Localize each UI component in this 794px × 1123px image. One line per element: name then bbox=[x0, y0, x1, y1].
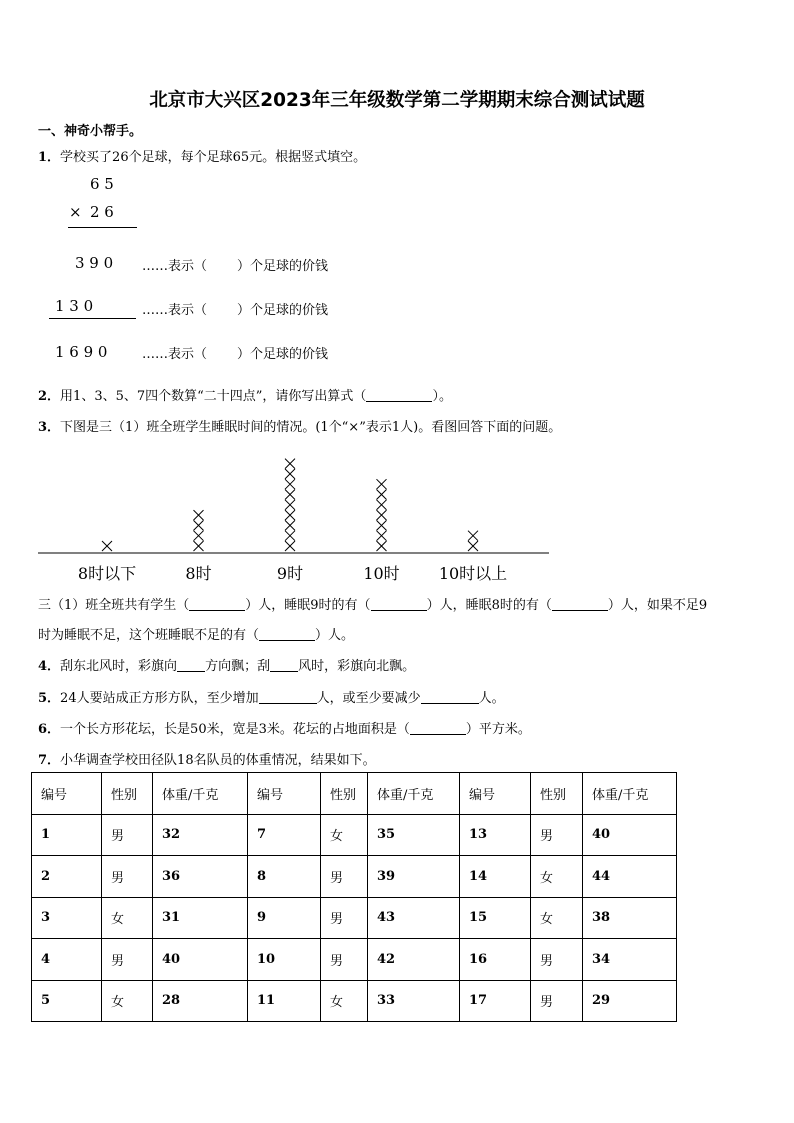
dot-mark bbox=[377, 531, 387, 541]
table-cell: 5 bbox=[32, 980, 102, 1022]
dot-mark bbox=[377, 510, 387, 520]
table-cell: 男 bbox=[321, 856, 368, 898]
dot-mark bbox=[285, 500, 295, 510]
answer-blank[interactable] bbox=[552, 598, 608, 611]
table-cell: 1 bbox=[32, 814, 102, 856]
answer-blank[interactable] bbox=[189, 598, 245, 611]
question-text: ）人，如果不足9 bbox=[607, 598, 708, 613]
partial-product-2-desc bbox=[142, 299, 328, 318]
answer-blank[interactable] bbox=[421, 691, 479, 704]
dot-mark bbox=[285, 459, 295, 469]
question-text: 一个长方形花坛，长是50米，宽是3米。花坛的占地面积是（ bbox=[60, 722, 410, 737]
question-2 bbox=[38, 385, 452, 404]
table-cell: 男 bbox=[531, 814, 583, 856]
question-5 bbox=[38, 687, 505, 706]
table-cell: 44 bbox=[583, 856, 677, 898]
answer-blank[interactable] bbox=[270, 659, 298, 672]
question-3-line-1 bbox=[38, 594, 707, 613]
category-label: 8时以下 bbox=[77, 564, 137, 583]
table-row bbox=[32, 856, 677, 898]
table-cell: 14 bbox=[460, 856, 531, 898]
dot-mark bbox=[102, 541, 112, 551]
dot-mark bbox=[468, 541, 478, 551]
question-text: 风时，彩旗向北飘。 bbox=[298, 659, 416, 674]
table-cell: 男 bbox=[531, 980, 583, 1022]
header-cell: 性别 bbox=[531, 773, 583, 815]
dot-mark bbox=[377, 520, 387, 530]
table-row bbox=[32, 980, 677, 1022]
table-cell: 42 bbox=[368, 939, 460, 981]
dot-mark bbox=[285, 469, 295, 479]
sleep-time-dot-plot bbox=[0, 430, 794, 590]
question-text: ）人，睡眠8时的有（ bbox=[426, 598, 552, 613]
question-text: 24人要站成正方形方队，至少增加 bbox=[60, 691, 259, 706]
dot-mark bbox=[194, 510, 204, 520]
question-text: ）。 bbox=[432, 389, 452, 404]
question-text: ）人，睡眠9时的有（ bbox=[245, 598, 371, 613]
dot-mark bbox=[285, 541, 295, 551]
dot-mark bbox=[285, 520, 295, 530]
table-cell: 38 bbox=[583, 897, 677, 939]
answer-blank[interactable] bbox=[410, 722, 466, 735]
table-cell: 10 bbox=[248, 939, 321, 981]
table-cell: 40 bbox=[583, 814, 677, 856]
multiplier-sign: × bbox=[69, 203, 82, 221]
table-cell: 16 bbox=[460, 939, 531, 981]
answer-blank[interactable] bbox=[259, 628, 315, 641]
table-cell: 9 bbox=[248, 897, 321, 939]
category-label: 10时 bbox=[363, 564, 400, 583]
table-cell: 34 bbox=[583, 939, 677, 981]
dot-mark bbox=[194, 541, 204, 551]
header-cell: 性别 bbox=[102, 773, 153, 815]
multiplicand: 6 5 bbox=[90, 175, 114, 193]
answer-blank[interactable] bbox=[366, 389, 432, 402]
table-cell: 男 bbox=[102, 939, 153, 981]
table-cell: 8 bbox=[248, 856, 321, 898]
desc-text: ）个足球的价钱 bbox=[237, 303, 329, 318]
dot-mark bbox=[285, 479, 295, 489]
question-text: 学校买了26个足球，每个足球65元。根据竖式填空。 bbox=[60, 150, 367, 165]
dot-mark bbox=[285, 490, 295, 500]
desc-text: ）个足球的价钱 bbox=[237, 347, 329, 362]
dot-mark bbox=[285, 510, 295, 520]
question-text: 小华调查学校田径队18名队员的体重情况，结果如下。 bbox=[60, 753, 376, 768]
table-cell: 男 bbox=[321, 939, 368, 981]
multiplier: 2 6 bbox=[90, 203, 114, 221]
table-cell: 29 bbox=[583, 980, 677, 1022]
question-text: 人，或至少要减少 bbox=[316, 691, 421, 706]
table-cell: 男 bbox=[321, 897, 368, 939]
question-4 bbox=[38, 655, 415, 674]
header-cell: 体重/千克 bbox=[153, 773, 248, 815]
team-weight-table bbox=[31, 772, 677, 1022]
multiplication-line bbox=[68, 227, 137, 228]
table-cell: 43 bbox=[368, 897, 460, 939]
question-text: 三（1）班全班共有学生（ bbox=[38, 598, 190, 613]
question-number: 1． bbox=[38, 150, 61, 165]
question-number: 4． bbox=[38, 659, 61, 674]
page-title: 北京市大兴区2023年三年级数学第二学期期末综合测试试题 bbox=[149, 90, 645, 111]
question-text: ）平方米。 bbox=[465, 722, 531, 737]
table-cell: 31 bbox=[153, 897, 248, 939]
table-cell: 女 bbox=[531, 856, 583, 898]
dot-mark bbox=[194, 520, 204, 530]
table-cell: 7 bbox=[248, 814, 321, 856]
dot-mark bbox=[468, 531, 478, 541]
desc-text: ）个足球的价钱 bbox=[237, 259, 329, 274]
table-row bbox=[32, 814, 677, 856]
question-number: 3． bbox=[38, 420, 61, 435]
category-label: 8时 bbox=[185, 564, 212, 583]
question-text: 用1、3、5、7四个数算“二十四点”，请你写出算式（ bbox=[60, 389, 367, 404]
question-text: ）人。 bbox=[315, 628, 355, 643]
product-total: 1 6 9 0 bbox=[55, 343, 108, 361]
table-row bbox=[32, 939, 677, 981]
answer-blank[interactable] bbox=[177, 659, 205, 672]
table-cell: 男 bbox=[102, 856, 153, 898]
table-cell: 男 bbox=[531, 939, 583, 981]
header-cell: 编号 bbox=[460, 773, 531, 815]
question-number: 7． bbox=[38, 753, 61, 768]
question-number: 2． bbox=[38, 389, 61, 404]
table-row bbox=[32, 897, 677, 939]
category-label: 9时 bbox=[276, 564, 304, 583]
desc-text: ……表示（ bbox=[142, 303, 208, 318]
question-6 bbox=[38, 718, 531, 737]
question-text: 人。 bbox=[478, 691, 505, 706]
table-cell: 4 bbox=[32, 939, 102, 981]
dot-mark bbox=[377, 500, 387, 510]
table-cell: 11 bbox=[248, 980, 321, 1022]
table-cell: 32 bbox=[153, 814, 248, 856]
table-cell: 28 bbox=[153, 980, 248, 1022]
dot-mark bbox=[194, 531, 204, 541]
table-cell: 2 bbox=[32, 856, 102, 898]
header-cell: 体重/千克 bbox=[368, 773, 460, 815]
question-text: 刮东北风时，彩旗向 bbox=[60, 659, 178, 674]
dot-mark bbox=[377, 541, 387, 551]
desc-text: ……表示（ bbox=[142, 259, 208, 274]
table-cell: 女 bbox=[102, 980, 153, 1022]
question-number: 5． bbox=[38, 691, 61, 706]
category-label: 10时以上 bbox=[438, 564, 508, 583]
table-cell: 3 bbox=[32, 897, 102, 939]
answer-blank[interactable] bbox=[259, 691, 317, 704]
table-cell: 36 bbox=[153, 856, 248, 898]
table-cell: 女 bbox=[102, 897, 153, 939]
question-number: 6． bbox=[38, 722, 61, 737]
table-cell: 13 bbox=[460, 814, 531, 856]
product-total-desc bbox=[142, 343, 328, 362]
header-cell: 编号 bbox=[248, 773, 321, 815]
header-cell: 体重/千克 bbox=[583, 773, 677, 815]
table-cell: 15 bbox=[460, 897, 531, 939]
dot-mark bbox=[285, 531, 295, 541]
table-cell: 33 bbox=[368, 980, 460, 1022]
answer-blank[interactable] bbox=[371, 598, 427, 611]
table-cell: 女 bbox=[531, 897, 583, 939]
table-header-row bbox=[32, 773, 677, 815]
question-text: 下图是三（1）班全班学生睡眠时间的情况。(1个“×”表示1人)。看图回答下面的问题。 bbox=[60, 420, 562, 435]
table-cell: 男 bbox=[102, 814, 153, 856]
question-text: 方向飘；刮 bbox=[205, 659, 271, 674]
dot-mark bbox=[377, 490, 387, 500]
header-cell: 编号 bbox=[32, 773, 102, 815]
table-cell: 39 bbox=[368, 856, 460, 898]
table-cell: 17 bbox=[460, 980, 531, 1022]
dot-mark bbox=[377, 479, 387, 489]
header-cell: 性别 bbox=[321, 773, 368, 815]
partial-product-1: 3 9 0 bbox=[75, 254, 114, 272]
question-7 bbox=[38, 749, 376, 768]
question-1 bbox=[38, 146, 366, 165]
table-cell: 40 bbox=[153, 939, 248, 981]
sum-line bbox=[49, 318, 136, 319]
section-heading: 一、神奇小帮手。 bbox=[38, 124, 143, 139]
desc-text: ……表示（ bbox=[142, 347, 208, 362]
table-cell: 35 bbox=[368, 814, 460, 856]
question-3-line-2 bbox=[38, 624, 354, 643]
question-text: 时为睡眠不足，这个班睡眠不足的有（ bbox=[38, 628, 260, 643]
table-cell: 女 bbox=[321, 814, 368, 856]
partial-product-2: 1 3 0 bbox=[55, 297, 94, 315]
partial-product-1-desc bbox=[142, 255, 328, 274]
table-cell: 女 bbox=[321, 980, 368, 1022]
